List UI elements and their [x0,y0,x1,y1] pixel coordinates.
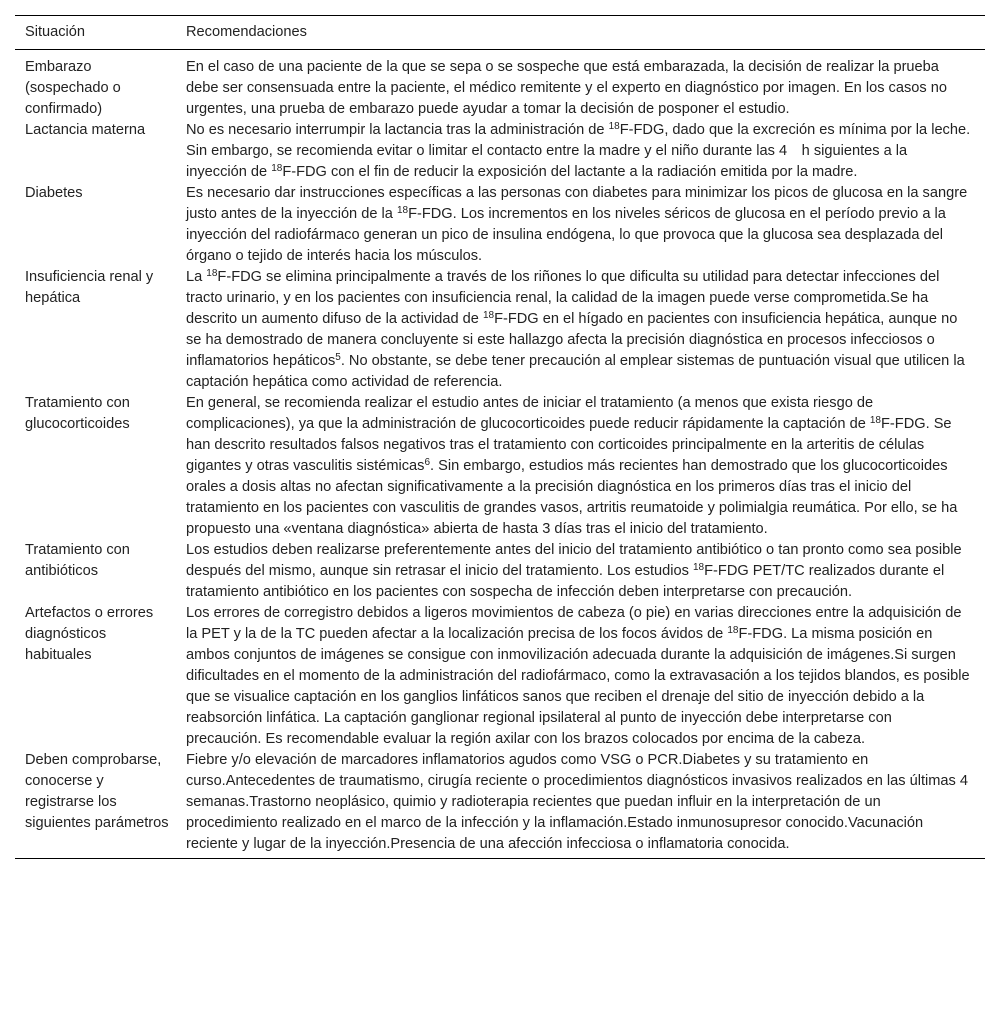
recommendation-cell [176,50,985,121]
recommendation-cell [176,540,985,603]
situation-cell: Deben comprobarse, conocerse y registrarse los siguientes parámetros [25,752,169,831]
superscript: 18 [206,268,218,279]
table-body [15,50,985,859]
recommendation-text: . No obstante, se debe tener precaución al emplear sistemas de puntuación visual que utilicen la captación hepática como actividad de referencia. [186,353,965,390]
situation-cell: Tratamiento con glucocorticoides [25,395,130,432]
superscript: 18 [608,121,620,132]
header-situation: Situación [25,24,86,40]
table-header-row [15,16,985,50]
recommendation-text: F-FDG. Los incrementos en los niveles séricos de glucosa en el período previo a la inyección del radiofármaco generan un pico de insulina endógena, lo que provoca que la glucosa sea desplazada del órgano o tejido de interés hacia los músculos. [186,206,946,264]
table-row [15,750,985,859]
recommendation-text: La [186,269,207,285]
recommendation-text: F-FDG se elimina principalmente a través de los riñones lo que dificulta su utilidad para detectar infecciones del tracto urinario, y en los pacientes con insuficiencia renal, la calidad de la imagen puede verse comprometida.Se ha descrito un aumento difuso de la actividad de [186,269,940,327]
recommendations-table [15,15,985,859]
table-row [15,120,985,183]
table-row [15,603,985,750]
recommendation-text: Fiebre y/o elevación de marcadores inflamatorios agudos como VSG o PCR.Diabetes y su tratamiento en curso.Antecedentes de traumatismo, cirugía reciente o procedimientos diagnósticos invasivos realizados en las últimas 4 semanas.Trastorno neoplásico, quimio y radioterapia recientes que puedan influir en la interpretación de un procedimiento realizado en el marco de la infección y la inflamación.Estado inmunosupresor conocido.Vacunación reciente y lugar de la inyección.Presencia de una afección infecciosa o inflamatoria conocida. [186,752,968,852]
recommendation-text: En el caso de una paciente de la que se sepa o se sospeche que está embarazada, la decisión de realizar la prueba debe ser consensuada entre la paciente, el médico remitente y el experto en diagnóstico por imagen. En los casos no urgentes, una prueba de embarazo puede ayudar a tomar la decisión de posponer el estudio. [186,59,947,117]
header-recommendations: Recomendaciones [186,24,307,40]
table-row [15,50,985,121]
recommendation-text: F-FDG, dado que la excreción es mínima por la leche. Sin embargo, se recomienda evitar o limitar el contacto entre la madre y el niño durante las 4 h siguientes a la inyección de [186,122,971,180]
situation-cell: Embarazo (sospechado o confirmado) [25,59,121,117]
recommendation-text: Los estudios deben realizarse preferentemente antes del inicio del tratamiento antibiótico o tan pronto como sea posible después del mismo, aunque sin retrasar el inicio del tratamiento. Los estudios [186,542,962,579]
superscript: 5 [335,352,341,363]
recommendation-text: F-FDG con el fin de reducir la exposición del lactante a la radiación emitida por la madre. [282,164,858,180]
recommendation-cell [176,120,985,183]
recommendation-text: F-FDG. Se han descrito resultados falsos negativos tras el tratamiento con corticoides principalmente en la arteritis de células gigantes y otras vasculitis sistémicas [186,416,952,474]
recommendation-cell [176,603,985,750]
situation-cell: Insuficiencia renal y hepática [25,269,154,306]
superscript: 18 [869,415,881,426]
recommendation-text: F-FDG en el hígado en pacientes con insuficiencia hepática, aunque no se ha demostrado de manera concluyente si este hallazgo afecta la precisión diagnóstica en procesos infecciosos o inflamatorios hepáticos [186,311,958,369]
recommendation-cell [176,393,985,540]
recommendation-text: Los errores de corregistro debidos a ligeros movimientos de cabeza (o pie) en varias direcciones entre la adquisición de la PET y la de la TC pueden afectar a la localización precisa de los focos ávidos de [186,605,962,642]
recommendation-text: En general, se recomienda realizar el estudio antes de iniciar el tratamiento (a menos que exista riesgo de complicaciones), ya que la administración de glucocorticoides puede reducir rápidamente la captación de [186,395,874,432]
recommendation-text: F-FDG. La misma posición en ambos conjuntos de imágenes se consigue con inmovilización adecuada durante la adquisición de imágenes.Si surgen dificultades en el momento de la administración del radiofármaco, como la extravasación a los tejidos blandos, es posible que se visualice captación en los ganglios linfáticos sanos que reciben el drenaje del sitio de inyección debido a la reabsorción linfática. La captación ganglionar regional ipsilateral al punto de inyección debe interpretarse con precaución. Es recomendable evaluar la región axilar con los brazos colocados por encima de la cabeza. [186,626,970,747]
recommendation-text: F-FDG PET/TC realizados durante el tratamiento antibiótico en los pacientes con sospecha de infección deben interpretarse con precaución. [186,563,945,600]
superscript: 18 [693,562,705,573]
superscript: 18 [271,163,283,174]
superscript: 6 [424,457,431,468]
situation-cell: Diabetes [25,185,83,201]
superscript: 18 [482,310,495,321]
table-row [15,393,985,540]
recommendation-cell [176,750,985,859]
recommendation-text: No es necesario interrumpir la lactancia tras la administración de [186,122,609,138]
table-row [15,267,985,393]
superscript: 18 [396,205,409,216]
superscript: 18 [727,625,739,636]
recommendation-cell [176,183,985,267]
recommendation-text: Es necesario dar instrucciones específicas a las personas con diabetes para minimizar los picos de glucosa en la sangre justo antes de la inyección de la [186,185,968,222]
recommendation-text: . Sin embargo, estudios más recientes han demostrado que los glucocorticoides orales a dosis altas no afectan significativamente a la precisión diagnóstica en los primeros días tras el inicio del tratamiento en los pacientes con vasculitis de grandes vasos, artritis reumatoide y polimialgia reumática. Por ello, se ha propuesto una «ventana diagnóstica» abierta de hasta 3 días tras el inicio del tratamiento. [186,458,958,537]
situation-cell: Lactancia materna [25,122,146,138]
table-row [15,540,985,603]
recommendation-cell [176,267,985,393]
situation-cell: Artefactos o errores diagnósticos habituales [25,605,154,663]
table-row [15,183,985,267]
situation-cell: Tratamiento con antibióticos [25,542,130,579]
